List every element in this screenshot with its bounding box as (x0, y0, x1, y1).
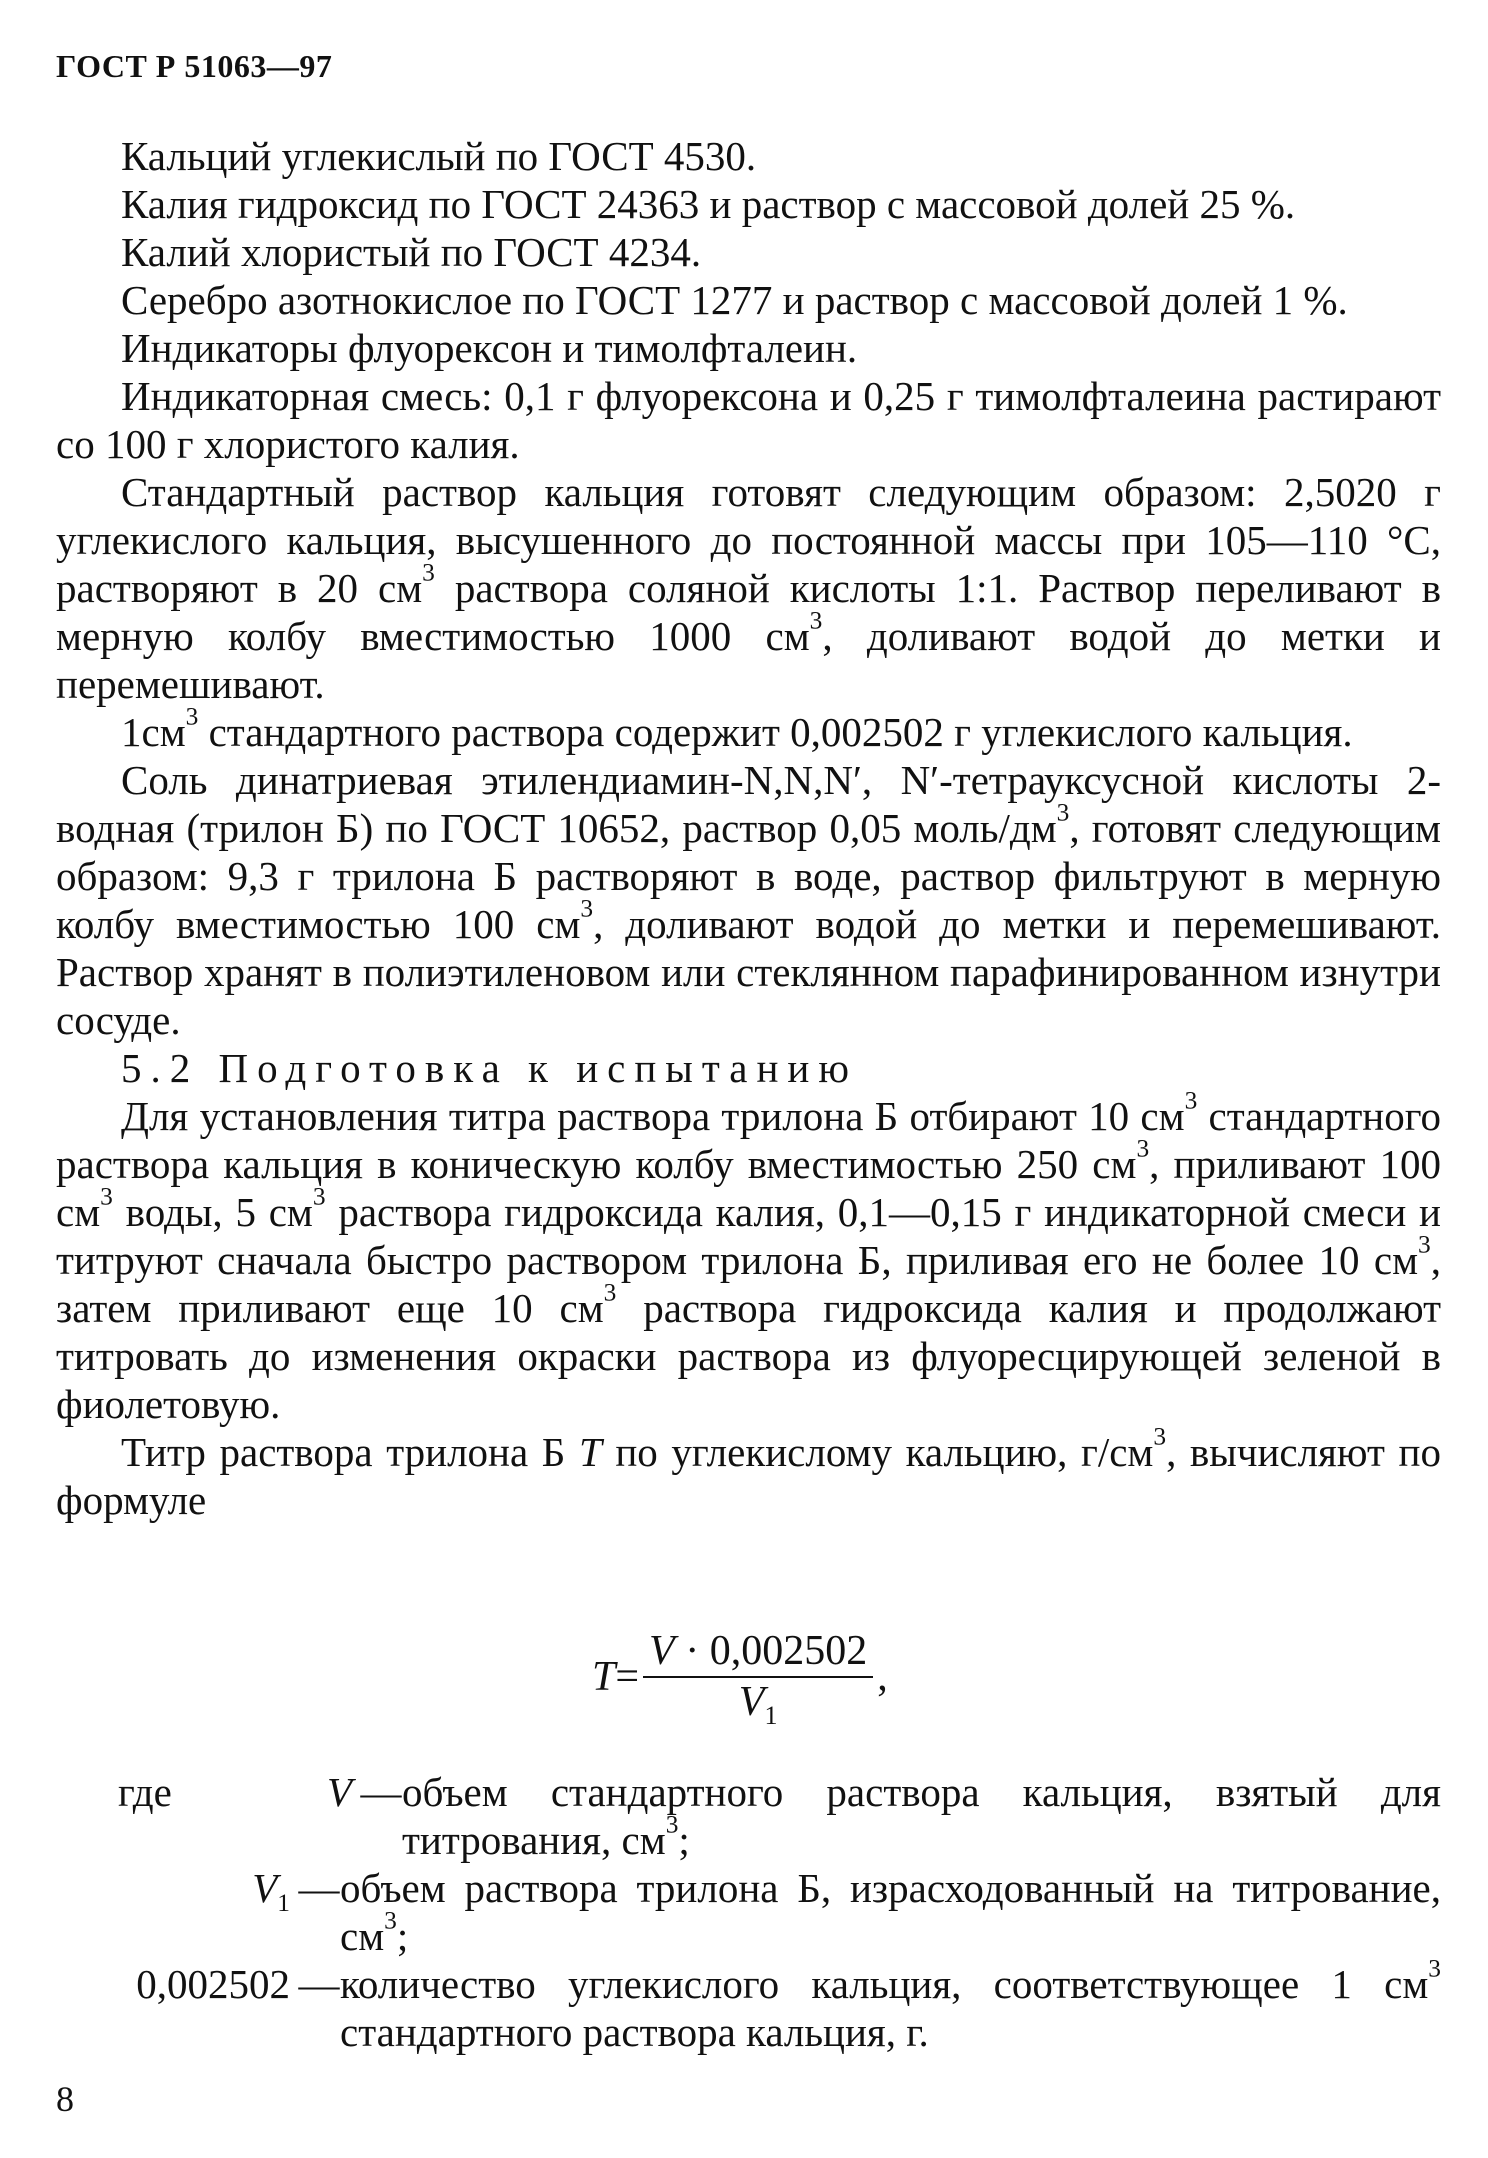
formula-denominator: $V_1$ (738, 1679, 778, 1731)
paragraph: $1см^3$ стандартного раствора содержит 0,002502 г углекислого кальция. (121, 702, 1353, 755)
definition-symbol: $V_1$ (252, 1865, 290, 1917)
formula-lhs: T (592, 1654, 616, 1700)
definition-row (56, 1768, 1441, 1864)
definition-text: количество углекислого кальция, соответствующее 1 $см^3$ стандартного раствора кальция, г. (340, 1954, 1441, 2055)
definition-dash: — (360, 1769, 402, 1815)
paragraph: Серебро азотнокислое по ГОСТ 1277 и раствор с массовой долей 1 %. (121, 277, 1348, 323)
variable-definitions (56, 1768, 1441, 2056)
paragraph: Индикаторная смесь: 0,1 г флуорексона и 0,25 г тимолфталеина растирают со 100 г хлористого калия. (56, 373, 1441, 467)
definition-text: объем раствора трилона Б, израсходованный на титрование, $см^3$; (340, 1865, 1441, 1959)
definition-row (56, 1864, 1441, 1960)
titre-formula (592, 1628, 888, 1731)
paragraph: Кальций углекислый по ГОСТ 4530. (121, 133, 757, 179)
definition-row (56, 1954, 1441, 2056)
body-text (56, 132, 1441, 1524)
formula-fraction (643, 1628, 873, 1731)
paragraph: Калия гидроксид по ГОСТ 24363 и раствор с массовой долей 25 %. (121, 181, 1296, 227)
paragraph: Титр раствора трилона Б T по углекислому кальцию, $г/см^3$, вычисляют по формуле (56, 1422, 1441, 1523)
paragraph: Индикаторы флуорексон и тимолфталеин. (121, 325, 858, 371)
section-title: 5.2 Подготовка к испытанию (121, 1045, 858, 1091)
formula-trail: , (877, 1654, 888, 1700)
paragraph: Для установления титра раствора трилона Б отбирают 10 $см^3$ стандартного раствора кальция в коническую колбу вместимостью 250 $см^3$, приливают 100 $см^3$ воды, 5 $см^3$ раствора гидроксида калия, 0,1—0,15 г индикаторной смеси и титруют сначала быстро раствором трилона Б, приливая его не более 10 $см^3$, затем приливают еще 10 $см^3$ раствора гидроксида калия и продолжают титровать до изменения окраски раствора из флуоресцирующей зеленой в фиолетовую. (56, 1086, 1442, 1427)
document-header: ГОСТ Р 51063—97 (56, 48, 333, 84)
definition-symbol: 0,002502 (136, 1961, 290, 2007)
definition-text: объем стандартного раствора кальция, взятый для титрования, $см^3$; (402, 1769, 1441, 1863)
formula-equals: = (615, 1654, 640, 1700)
paragraph: Стандартный раствор кальция готовят следующим образом: 2,5020 г углекислого кальция, высушенного до постоянной массы при 105—110 °С, растворяют в 20 $см^3$ раствора соляной кислоты 1:1. Раствор переливают в мерную колбу вместимостью 1000 $см^3$, доливают водой до метки и перемешивают. (56, 469, 1441, 707)
formula-numerator: V · 0,002502 (643, 1628, 873, 1678)
definitions-lead: где (118, 1769, 172, 1815)
definition-dash: — (298, 1961, 340, 2007)
definition-symbol: V (326, 1769, 352, 1815)
definition-dash: — (298, 1865, 340, 1911)
paragraph: Соль динатриевая этилендиамин-N,N,N′, N′-тетрауксусной кислоты 2-водная (трилон Б) по ГОСТ 10652, раствор 0,05 моль/$дм^3$, готовят следующим образом: 9,3 г трилона Б растворяют в воде, раствор фильтруют в мерную колбу вместимостью 100 $см^3$, доливают водой до метки и перемешивают. Раствор хранят в полиэтиленовом или стеклянном парафинированном изнутри сосуде. (56, 757, 1441, 1043)
paragraph: Калий хлористый по ГОСТ 4234. (121, 229, 702, 275)
page-number: 8 (56, 2079, 74, 2119)
